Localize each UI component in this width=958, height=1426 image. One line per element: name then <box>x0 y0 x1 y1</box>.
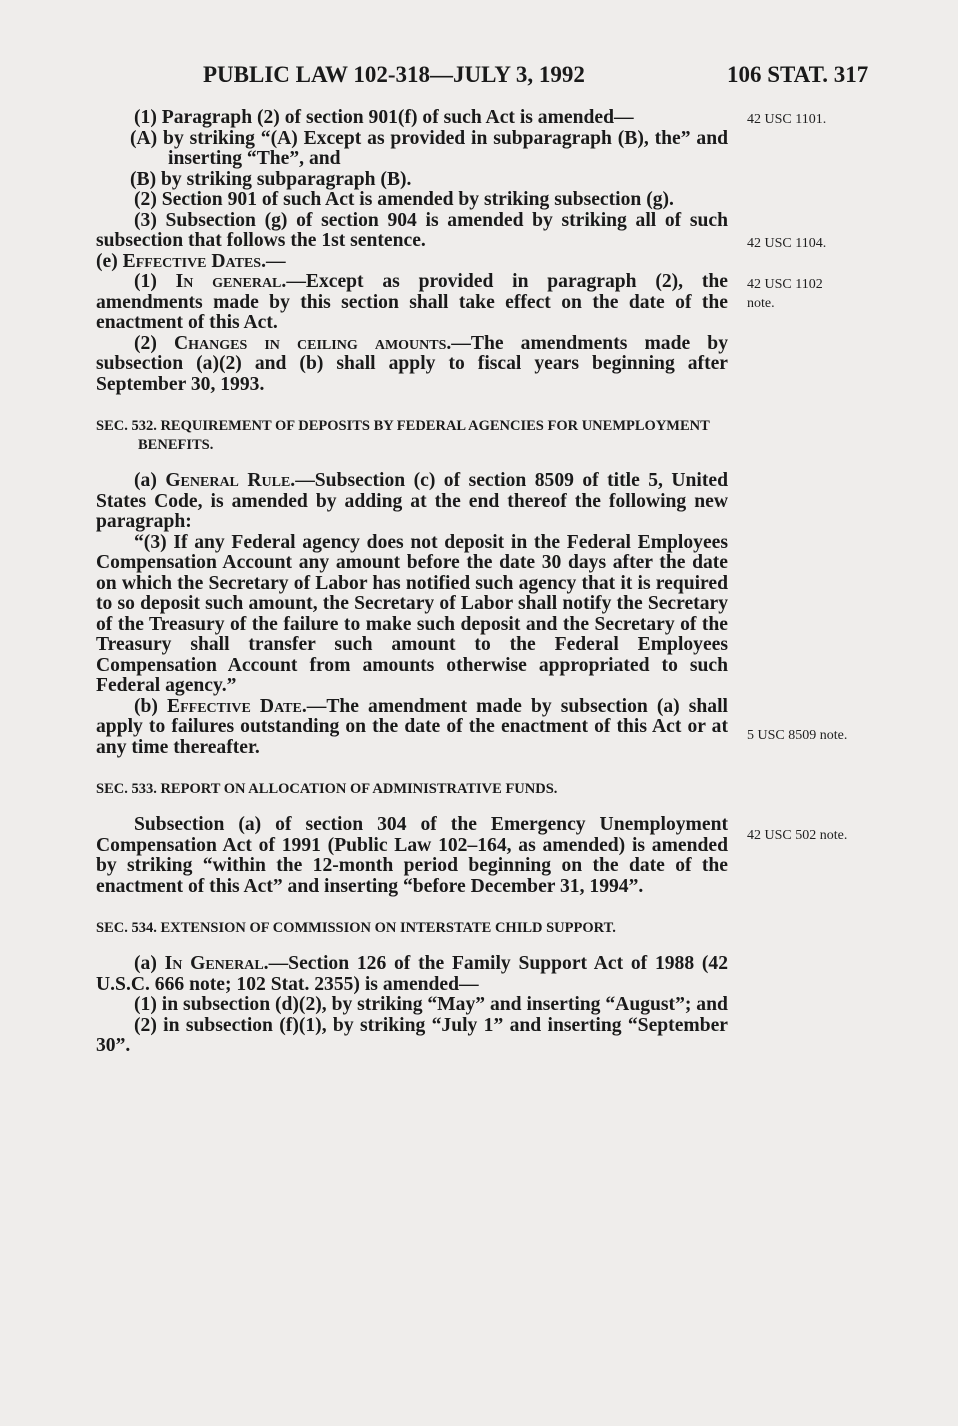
sec532-a-label: (a) <box>134 470 166 491</box>
sec534-a-heading: In General. <box>164 953 269 974</box>
sec532-a-text: —Subsection (c) of section 8509 of title 5, United States Code, is amended by adding at the end thereof the following new paragraph: <box>96 470 728 532</box>
page-header <box>0 58 958 94</box>
sec534-a <box>96 954 728 995</box>
running-title: PUBLIC LAW 102-318—JULY 3, 1992 <box>203 62 585 87</box>
margin-note-42usc1101: 42 USC 1101. <box>747 112 827 127</box>
sec532-quote: “(3) If any Federal agency does not deposit in the Federal Employees Compensation Account any amount before the date 30 days after the date on which the Secretary of Labor has notified such agency that it is required to so deposit such amount, the Secretary of Labor shall notify the Secretary of the Treasury of the failure to make such deposit and the Secretary of the Treasury shall transfer such amount to the Federal Employees Compensation Account from amounts otherwise appropriated to such Federal agency.” <box>96 531 728 696</box>
margin-note-42usc502: 42 USC 502 note. <box>747 828 848 843</box>
sec534-a-label: (a) <box>134 953 165 974</box>
section-533-heading: SEC. 533. REPORT ON ALLOCATION OF ADMINISTRATIVE FUNDS. <box>96 781 558 797</box>
para-e1-heading: In general. <box>175 271 287 292</box>
sec534-1: (1) in subsection (d)(2), by striking “May” and inserting “August”; and <box>134 994 728 1015</box>
para-e1-text: —Except as provided in paragraph (2), the amendments made by this section shall take effect on the date of the enactment of this Act. <box>96 271 728 333</box>
sec532-a-heading: General Rule. <box>165 470 296 491</box>
para-e-heading: Effective Dates.— <box>122 250 286 272</box>
sec532-b-text: —The amendment made by subsection (a) shall apply to failures outstanding on the date of the enactment of this Act or at any time thereafter. <box>96 695 728 758</box>
para-1: (1) Paragraph (2) of section 901(f) of such Act is amended— <box>134 107 634 128</box>
para-e <box>96 252 728 273</box>
para-e2-heading: Changes in ceiling amounts. <box>173 332 452 354</box>
para-3: (3) Subsection (g) of section 904 is amended by striking all of such subsection that follows the 1st sentence. <box>96 209 728 251</box>
para-1b: (B) by striking subparagraph (B). <box>130 168 412 190</box>
sec532-a <box>96 471 728 533</box>
sec532-b <box>96 697 728 759</box>
stat-page-reference: 106 STAT. 317 <box>727 62 869 87</box>
para-e1 <box>96 272 728 334</box>
para-1a: (A) by striking “(A) Except as provided in subparagraph (B), the” and inserting “The”, and <box>130 127 728 169</box>
sec533-text: Subsection (a) of section 304 of the Emergency Unemployment Compensation Act of 1991 (Public Law 102–164, as amended) is amended by striking “within the 12-month period beginning on the date of the enactment of this Act” and inserting “before December 31, 1994”. <box>96 814 728 897</box>
para-e1-label: (1) <box>134 271 176 292</box>
sec534-2: (2) in subsection (f)(1), by striking “July 1” and inserting “September 30”. <box>96 1014 728 1056</box>
section-534-heading: SEC. 534. EXTENSION OF COMMISSION ON INTERSTATE CHILD SUPPORT. <box>96 920 616 936</box>
para-e2 <box>96 334 728 396</box>
para-e2-text: —The amendments made by subsection (a)(2) and (b) shall apply to fiscal years beginning after September 30, 1993. <box>96 332 728 395</box>
para-e2-label: (2) <box>134 332 174 354</box>
sec532-b-label: (b) <box>134 695 168 717</box>
sec532-b-heading: Effective Date. <box>167 695 307 717</box>
body-text <box>96 108 728 1057</box>
para-e-label: (e) <box>96 250 123 272</box>
margin-note-5usc8509: 5 USC 8509 note. <box>747 728 848 743</box>
margin-note-42usc1102: 42 USC 1102 <box>747 277 823 292</box>
para-2: (2) Section 901 of such Act is amended by striking subsection (g). <box>134 189 674 210</box>
margin-note-42usc1102-note: note. <box>747 296 775 311</box>
margin-note-42usc1104: 42 USC 1104. <box>747 236 827 251</box>
sec534-a-text: —Section 126 of the Family Support Act of 1988 (42 U.S.C. 666 note; 102 Stat. 2355) is amended— <box>96 953 728 995</box>
section-532-heading: SEC. 532. REQUIREMENT OF DEPOSITS BY FEDERAL AGENCIES FOR UNEMPLOYMENT BENEFITS. <box>96 418 710 453</box>
